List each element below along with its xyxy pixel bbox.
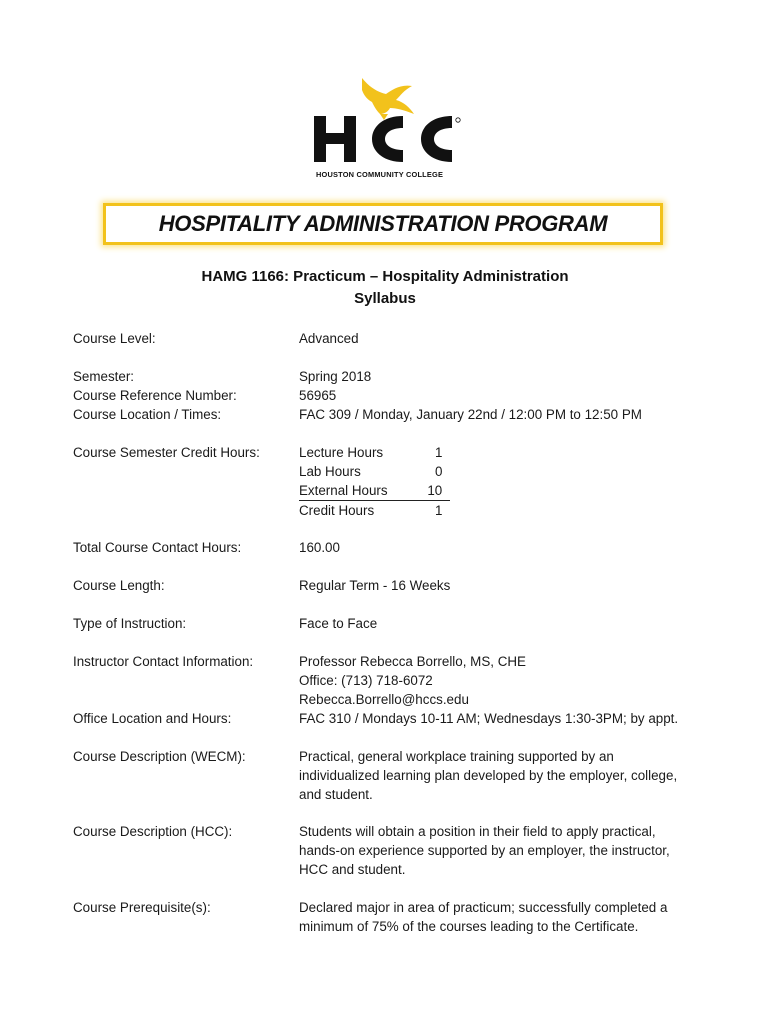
hawk-icon [362, 78, 414, 120]
field-value: Spring 2018 [299, 369, 372, 384]
hours-name: Lab Hours [299, 464, 361, 479]
program-title: HOSPITALITY ADMINISTRATION PROGRAM [158, 211, 608, 236]
text-line: Practical, general workplace training supported by an [299, 749, 614, 764]
hawk-hcc-logo-graphic [300, 70, 470, 185]
field-value: 56965 [299, 388, 337, 403]
field-label: Course Length: [73, 578, 165, 593]
field-value: 160.00 [299, 540, 340, 555]
field-value: Advanced [299, 331, 359, 346]
college-name: HOUSTON COMMUNITY COLLEGE [316, 170, 444, 179]
field-label: Office Location and Hours: [73, 711, 232, 726]
field-value: Face to Face [299, 616, 378, 631]
text-line: Declared major in area of practicum; successfully completed a [299, 900, 668, 915]
field-label: Instructor Contact Information: [73, 654, 254, 669]
hours-value: 10 [427, 483, 443, 498]
field-label: Course Semester Credit Hours: [73, 445, 260, 460]
document-type: Syllabus [354, 290, 416, 307]
field-label: Course Level: [73, 331, 156, 346]
hours-name: Lecture Hours [299, 445, 384, 460]
text-line: Students will obtain a position in their field to apply practical, [299, 824, 656, 839]
field-label: Course Description (WECM): [73, 749, 246, 764]
instructor-office-phone: Office: (713) 718-6072 [299, 673, 433, 688]
text-line: and student. [299, 787, 373, 802]
field-label: Type of Instruction: [73, 616, 187, 631]
field-label: Course Prerequisite(s): [73, 900, 211, 915]
hours-value: 0 [435, 464, 443, 479]
text-line: minimum of 75% of the courses leading to the Certificate. [299, 919, 639, 934]
field-value: Regular Term - 16 Weeks [299, 578, 451, 593]
field-value: FAC 309 / Monday, January 22nd / 12:00 PM to 12:50 PM [299, 407, 642, 422]
field-label: Course Reference Number: [73, 388, 237, 403]
field-label: Course Description (HCC): [73, 824, 233, 839]
hcc-logo [300, 70, 470, 185]
hours-row [299, 462, 459, 481]
hours-value: 1 [435, 503, 443, 518]
instructor-email[interactable]: Rebecca.Borrello@hccs.edu [299, 692, 469, 707]
hours-row [299, 481, 450, 501]
field-value [299, 898, 699, 936]
program-title-box [103, 203, 663, 245]
text-line: hands-on experience supported by an employer, the instructor, [299, 843, 670, 858]
hours-table [299, 443, 459, 520]
field-value: FAC 310 / Mondays 10-11 AM; Wednesdays 1:30-3PM; by appt. [299, 711, 679, 726]
field-value [299, 747, 699, 804]
course-title: HAMG 1166: Practicum – Hospitality Administration [201, 268, 569, 285]
hours-name: External Hours [299, 483, 388, 498]
instructor-name: Professor Rebecca Borrello, MS, CHE [299, 654, 526, 669]
hours-row [299, 443, 459, 462]
field-value [299, 822, 699, 879]
hours-row [299, 501, 459, 520]
course-heading [0, 266, 770, 310]
text-line: HCC and student. [299, 862, 406, 877]
hcc-letters [314, 116, 452, 162]
field-label: Semester: [73, 369, 135, 384]
text-line: individualized learning plan developed by the employer, college, [299, 768, 678, 783]
field-label: Total Course Contact Hours: [73, 540, 242, 555]
instructor-contact [299, 652, 699, 709]
hours-name: Credit Hours [299, 503, 375, 518]
hours-value: 1 [435, 445, 443, 460]
field-label: Course Location / Times: [73, 407, 222, 422]
